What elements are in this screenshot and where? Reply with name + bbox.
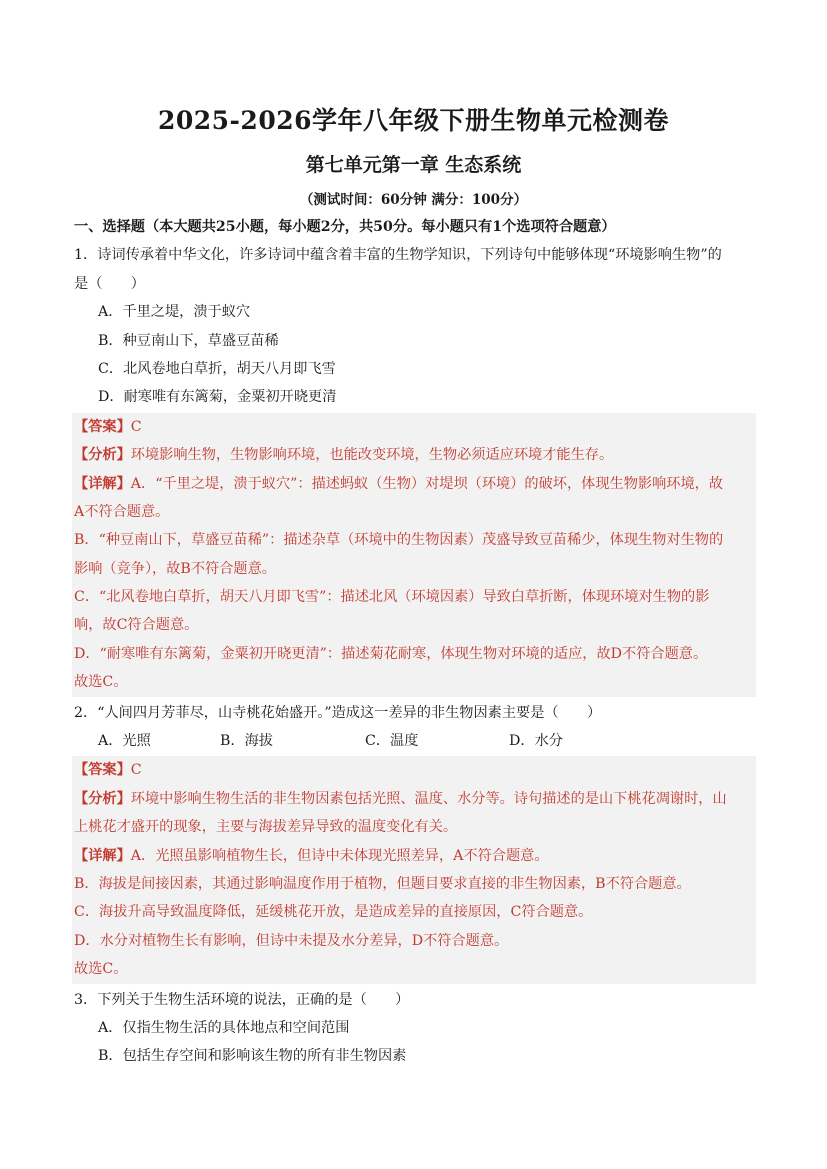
- detail-line: B．海拔是间接因素，其通过影响温度作用于植物，但题目要求直接的非生物因素，B不符合题意。: [74, 875, 691, 892]
- option-d: D．水分: [509, 733, 563, 750]
- question-3: [74, 986, 754, 1071]
- exam-content: [74, 213, 754, 1071]
- page-subtitle: 第七单元第一章 生态系统: [305, 154, 522, 176]
- detail-line: A不符合题意。: [74, 503, 170, 520]
- detail-line: C．“北风卷地白草折，胡天八月即飞雪”：描述北风（环境因素）导致白草折断，体现环境对生物的影: [74, 589, 710, 606]
- option-c: C．温度: [365, 733, 419, 750]
- detail-line: C．海拔升高导致温度降低，延缓桃花开放，是造成差异的直接原因，C符合题意。: [74, 904, 593, 921]
- section-heading: 一、选择题（本大题共25小题，每小题2分，共50分。每小题只有1个选项符合题意）: [74, 219, 616, 235]
- answer-tag: 【答案】: [74, 762, 131, 779]
- analysis-text: 环境影响生物，生物影响环境，也能改变环境，生物必须适应环境才能生存。: [130, 447, 614, 464]
- analysis-tag: 【分析】: [74, 447, 131, 464]
- answer-value: C: [130, 418, 142, 435]
- question-stem: 1．诗词传承着中华文化，许多诗词中蕴含着丰富的生物学知识，下列诗句中能够体现“环境影响生物”的: [74, 247, 722, 264]
- option-a: A．千里之堤，溃于蚁穴: [98, 304, 251, 321]
- answer-value: C: [130, 762, 142, 779]
- option-a: A．光照: [98, 733, 151, 750]
- detail-line: [74, 470, 756, 498]
- analysis-line: 上桃花才盛开的现象，主要与海拔差异导致的温度变化有关。: [74, 819, 458, 836]
- analysis-line: [74, 441, 756, 469]
- detail-text: A．光照虽影响植物生长，但诗中未体现光照差异，A不符合题意。: [130, 847, 549, 864]
- detail-line: D．“耐寒唯有东篱菊，金粟初开晓更清”：描述菊花耐寒，体现生物对环境的适应，故D不符合题意。: [74, 645, 708, 662]
- answer-tag: 【答案】: [74, 418, 131, 435]
- conclusion-line: 故选C。: [74, 961, 128, 978]
- option-d: D．耐寒唯有东篱菊，金粟初开晓更清: [98, 389, 337, 406]
- analysis-tag: 【分析】: [74, 790, 131, 807]
- solution-box: [72, 756, 756, 983]
- solution-box: [72, 413, 756, 697]
- question-1: [74, 241, 754, 696]
- detail-line: B．“种豆南山下，草盛豆苗稀”：描述杂草（环境中的生物因素）茂盛导致豆苗稀少，体现生物对生物的: [74, 532, 724, 549]
- question-stem: 3．下列关于生物生活环境的说法，正确的是（ ）: [74, 991, 410, 1008]
- conclusion-line: 故选C。: [74, 674, 128, 691]
- test-meta: （测试时间：60分钟 满分：100分）: [299, 192, 528, 208]
- question-stem: 2．“人间四月芳菲尽，山寺桃花始盛开。”造成这一差异的非生物因素主要是（ ）: [74, 704, 602, 721]
- analysis-text: 环境中影响生物生活的非生物因素包括光照、温度、水分等。诗句描述的是山下桃花凋谢时，山: [130, 790, 727, 807]
- option-b: B．海拔: [220, 733, 273, 750]
- option-b: B．包括生存空间和影响该生物的所有非生物因素: [98, 1048, 407, 1065]
- page-title: 2025-2026学年八年级下册生物单元检测卷: [157, 106, 670, 135]
- question-stem: 是（ ）: [74, 275, 145, 292]
- question-2: [74, 699, 754, 984]
- option-row: [74, 727, 754, 755]
- detail-line: 响，故C符合题意。: [74, 617, 199, 634]
- detail-tag: 【详解】: [74, 847, 131, 864]
- option-c: C．北风卷地白草折，胡天八月即飞雪: [98, 360, 336, 377]
- option-a: A．仅指生物生活的具体地点和空间范围: [98, 1019, 350, 1036]
- detail-line: 影响（竞争），故B不符合题意。: [74, 560, 276, 577]
- analysis-line: [74, 785, 756, 813]
- answer-line: [74, 413, 756, 441]
- option-b: B．种豆南山下，草盛豆苗稀: [98, 332, 279, 349]
- detail-line: D．水分对植物生长有影响，但诗中未提及水分差异，D不符合题意。: [74, 932, 509, 949]
- detail-tag: 【详解】: [74, 475, 131, 492]
- detail-text: A．“千里之堤，溃于蚁穴”：描述蚂蚁（生物）对堤坝（环境）的破坏，体现生物影响环境，故: [130, 475, 724, 492]
- answer-line: [74, 756, 756, 784]
- detail-line: [74, 842, 756, 870]
